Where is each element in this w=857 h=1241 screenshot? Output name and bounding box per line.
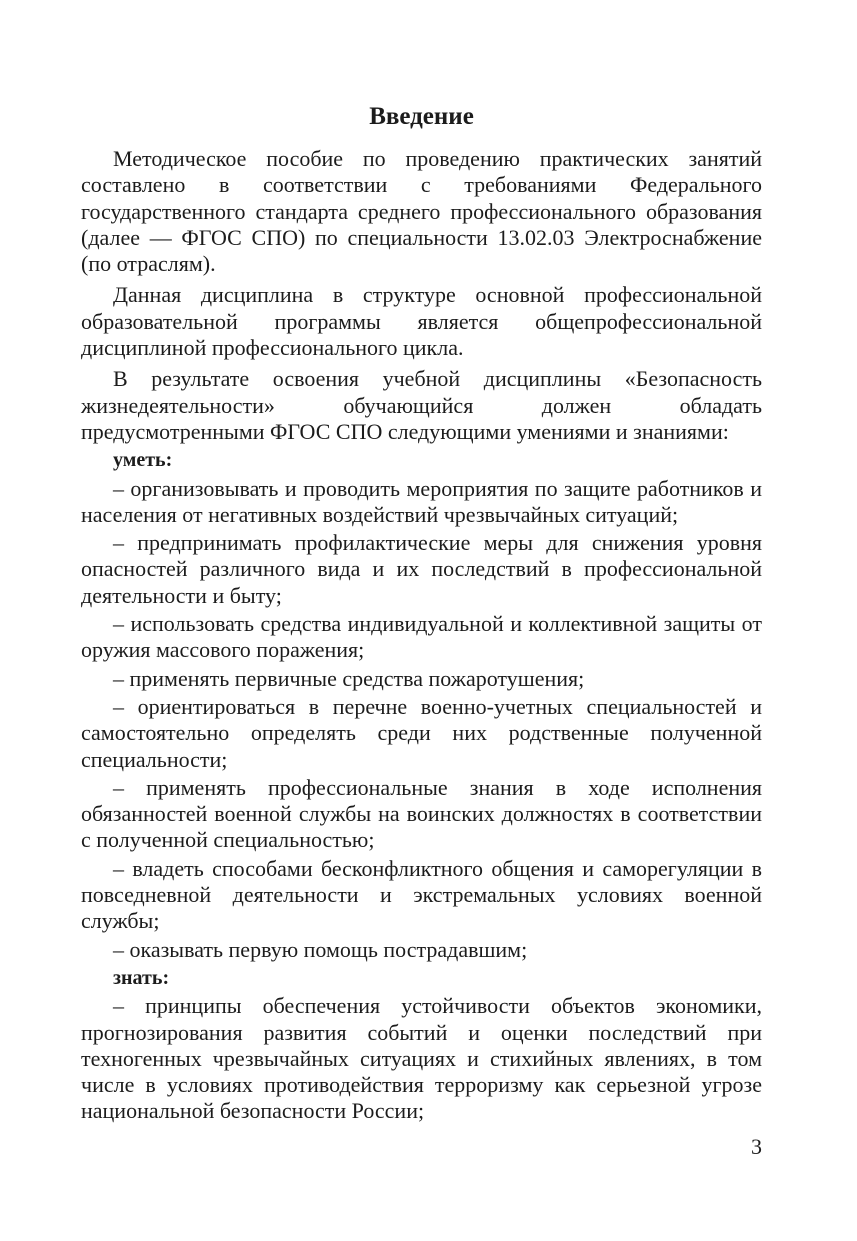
skill-item: – использовать средства индивидуальной и коллективной защиты от оружия массового поражения; xyxy=(81,611,762,663)
page-number: 3 xyxy=(751,1134,762,1159)
intro-paragraph: В результате освоения учебной дисциплины «Безопасность жизнедеятельности» обучающийся должен обладать предусмотренными ФГОС СПО следующими умениями и знаниями: xyxy=(81,366,762,444)
knowledge-item: – принципы обеспечения устойчивости объектов экономики, прогнозирования развития событий и оценки последствий при техногенных чрезвычайных ситуациях и стихийных явлениях, в том числе в условиях противодействия терроризму как серьезной угрозе национальной безопасности России; xyxy=(81,993,762,1124)
skill-item: – применять профессиональные знания в ходе исполнения обязанностей военной службы на воинских должностях в соответствии с полученной специальностью; xyxy=(81,774,762,853)
skill-item: – оказывать первую помощь пострадавшим; xyxy=(113,936,528,962)
skill-item: – организовывать и проводить мероприятия по защите работников и населения от негативных воздействий чрезвычайных ситуаций; xyxy=(81,475,762,527)
knowledge-heading: знать: xyxy=(113,966,170,989)
intro-paragraph: Методическое пособие по проведению практических занятий составлено в соответствии с требованиями Федерального государственного стандарта среднего профессионального образования (далее — ФГОС СПО) по специальности 13.02.03 Электроснабжение (по отраслям). xyxy=(81,146,762,277)
skill-item: – ориентироваться в перечне военно-учетных специальностей и самостоятельно определять среди них родственные полученной специальности; xyxy=(81,693,762,772)
skill-item: – владеть способами бесконфликтного общения и саморегуляции в повседневной деятельности и экстремальных условиях военной службы; xyxy=(81,855,762,934)
page-body xyxy=(81,98,762,1127)
skill-item: – предпринимать профилактические меры для снижения уровня опасностей различного вида и их последствий в профессиональной деятельности и быту; xyxy=(81,530,762,608)
skills-heading: уметь: xyxy=(113,449,173,472)
skill-item: – применять первичные средства пожаротушения; xyxy=(113,665,585,691)
page-title: Введение xyxy=(369,103,474,130)
intro-paragraph: Данная дисциплина в структуре основной профессиональной образовательной программы является общепрофессиональной дисциплиной профессионального цикла. xyxy=(81,282,762,361)
